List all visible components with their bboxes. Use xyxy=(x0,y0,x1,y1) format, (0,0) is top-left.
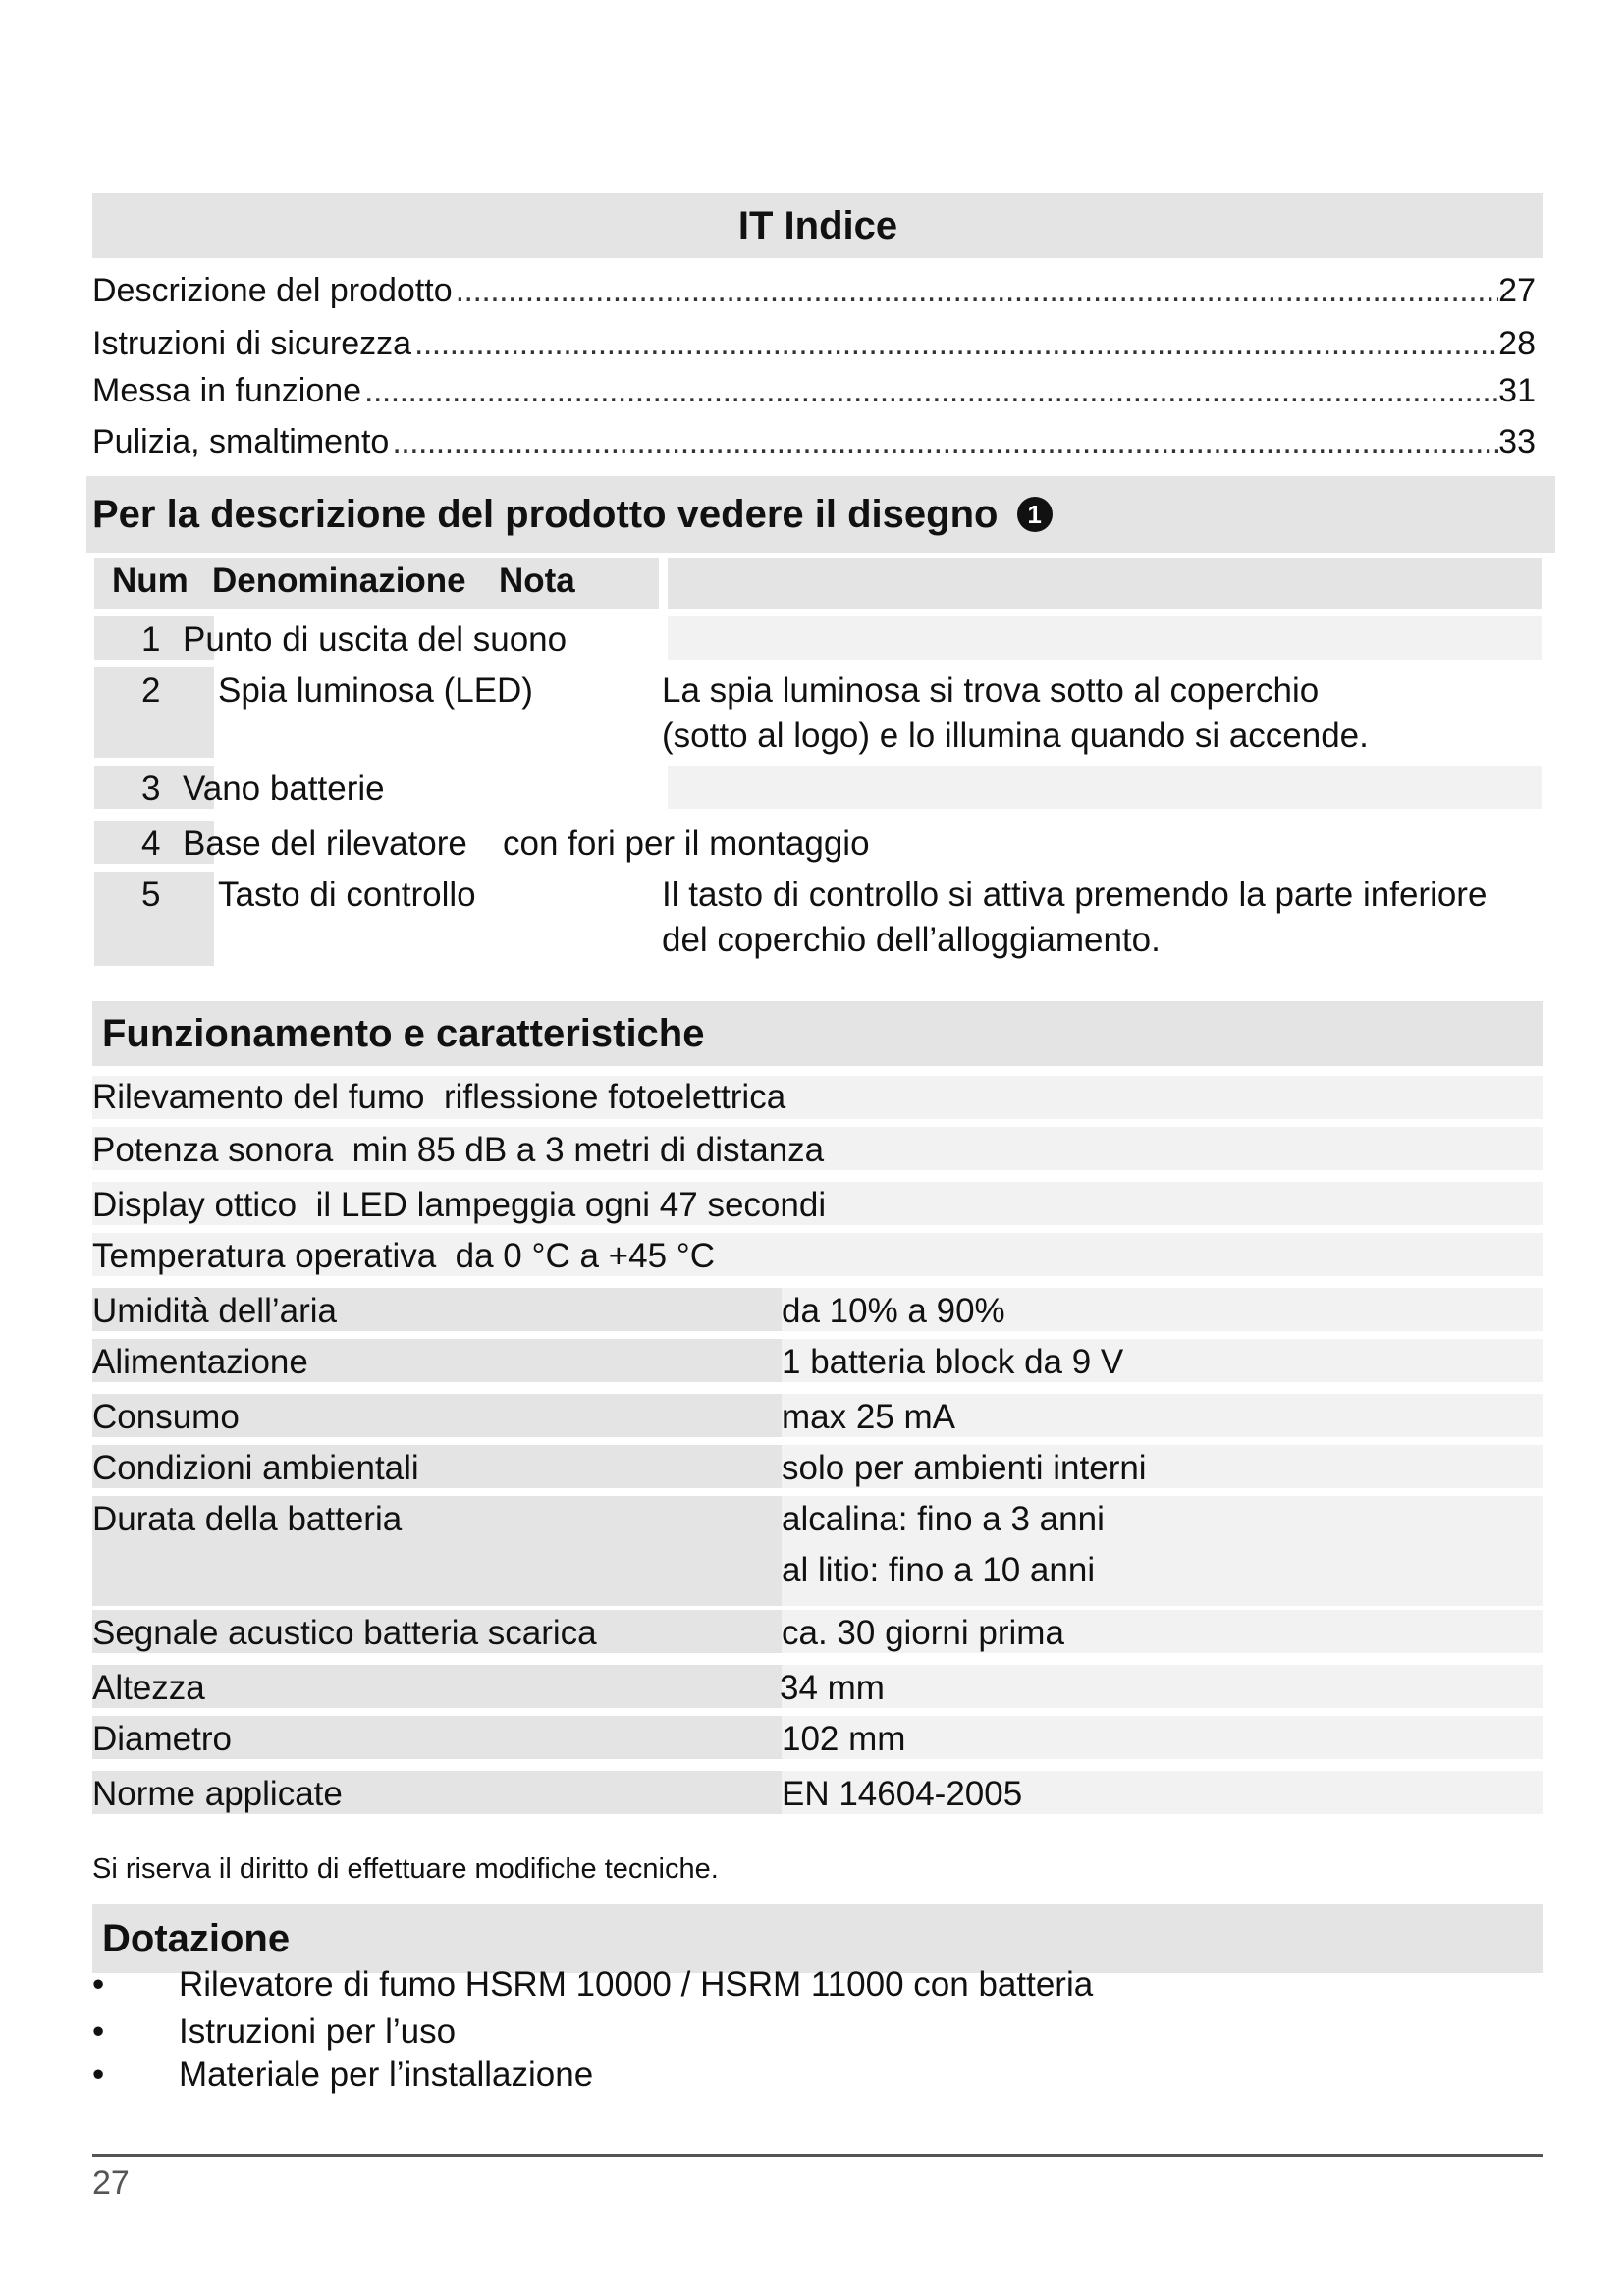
toc-leader xyxy=(389,419,1498,464)
column-header-name: Denominazione xyxy=(212,561,466,600)
feature-value: 102 mm xyxy=(782,1720,906,1758)
feature-label: Rilevamento del fumo xyxy=(92,1078,425,1116)
list-item-text: Rilevatore di fumo HSRM 10000 / HSRM 11000 con batteria xyxy=(179,1965,1094,2003)
feature-label: Display ottico xyxy=(92,1186,298,1224)
product-heading xyxy=(86,476,1555,553)
toc-entry[interactable] xyxy=(92,321,1536,366)
feature-label: Segnale acustico batteria scarica xyxy=(92,1614,597,1652)
toc-entry[interactable] xyxy=(92,268,1536,313)
feature-label: Diametro xyxy=(92,1720,232,1758)
feature-value: solo per ambienti interni xyxy=(782,1449,1147,1487)
toc-leader xyxy=(411,321,1498,366)
row-note-line: (sotto al logo) e lo illumina quando si accende. xyxy=(662,717,1369,755)
feature-label: Norme applicate xyxy=(92,1775,343,1813)
feature-row xyxy=(92,1184,826,1227)
feature-label: Umidità dell’aria xyxy=(92,1292,337,1330)
feature-label: Durata della batteria xyxy=(92,1500,403,1538)
feature-label: Consumo xyxy=(92,1398,240,1436)
toc-leader xyxy=(453,268,1499,313)
list-item-text: Istruzioni per l’uso xyxy=(179,2012,457,2051)
row-num: 2 xyxy=(141,671,161,710)
technical-changes-note: Si riserva il diritto di effettuare modifiche tecniche. xyxy=(92,1853,719,1885)
feature-row xyxy=(92,1129,824,1172)
feature-label: Condizioni ambientali xyxy=(92,1449,419,1487)
bullet-icon: • xyxy=(92,2012,105,2051)
feature-value: max 25 mA xyxy=(782,1398,955,1436)
row-num: 5 xyxy=(141,876,161,914)
feature-value: ca. 30 giorni prima xyxy=(782,1614,1064,1652)
feature-value: da 0 °C a +45 °C xyxy=(455,1237,716,1275)
row-note-line: La spia luminosa si trova sotto al coperchio xyxy=(662,671,1320,710)
toc-entry-page: 27 xyxy=(1498,272,1536,309)
row-name: Spia luminosa (LED) xyxy=(218,671,533,710)
scope-heading: Dotazione xyxy=(92,1904,1543,1973)
row-note-line: con fori per il montaggio xyxy=(503,825,870,863)
product-heading-text: Per la descrizione del prodotto vedere il disegno xyxy=(92,493,999,536)
toc-entry-label: Descrizione del prodotto xyxy=(92,272,453,309)
toc-entry-page: 33 xyxy=(1498,423,1536,460)
feature-row xyxy=(92,1076,785,1119)
toc-entry-page: 31 xyxy=(1498,372,1536,409)
feature-label: Alimentazione xyxy=(92,1343,308,1381)
row-num: 1 xyxy=(141,620,161,659)
page-number: 27 xyxy=(92,2164,130,2202)
column-header-num: Num xyxy=(112,561,189,600)
toc-entry[interactable] xyxy=(92,419,1536,464)
row-note-line: del coperchio dell’alloggiamento. xyxy=(662,921,1161,959)
toc-title: IT Indice xyxy=(92,193,1543,258)
row-name: Tasto di controllo xyxy=(218,876,476,914)
feature-value: min 85 dB a 3 metri di distanza xyxy=(352,1131,825,1169)
feature-value: da 10% a 90% xyxy=(782,1292,1005,1330)
toc-leader xyxy=(361,368,1498,413)
footer-divider xyxy=(92,2154,1543,2157)
feature-value: 1 batteria block da 9 V xyxy=(782,1343,1124,1381)
row-name: Vano batterie xyxy=(183,770,385,808)
feature-row xyxy=(92,1235,715,1278)
row-num: 3 xyxy=(141,770,161,808)
feature-label: Temperatura operativa xyxy=(92,1237,437,1275)
feature-value: riflessione fotoelettrica xyxy=(443,1078,786,1116)
note-cell-bg xyxy=(668,616,1542,660)
toc-entry-label: Messa in funzione xyxy=(92,372,362,409)
column-header-note: Nota xyxy=(499,561,575,600)
drawing-number-badge: 1 xyxy=(1017,497,1053,532)
bullet-icon: • xyxy=(92,2056,105,2094)
row-name: Punto di uscita del suono xyxy=(183,620,568,659)
note-cell-bg xyxy=(668,766,1542,809)
feature-value: 34 mm xyxy=(780,1669,885,1707)
feature-value: al litio: fino a 10 anni xyxy=(782,1551,1096,1589)
feature-value-bg xyxy=(782,1665,1543,1708)
row-note-line: Il tasto di controllo si attiva premendo la parte inferiore xyxy=(662,876,1488,914)
row-name: Base del rilevatore xyxy=(183,825,467,863)
table-header-bg xyxy=(668,558,1542,609)
feature-value: il LED lampeggia ogni 47 secondi xyxy=(315,1186,827,1224)
feature-value: EN 14604-2005 xyxy=(782,1775,1023,1813)
feature-value: alcalina: fino a 3 anni xyxy=(782,1500,1105,1538)
list-item-text: Materiale per l’installazione xyxy=(179,2056,594,2094)
toc-entry-label: Istruzioni di sicurezza xyxy=(92,325,412,362)
toc-entry-label: Pulizia, smaltimento xyxy=(92,423,390,460)
toc-entry-page: 28 xyxy=(1498,325,1536,362)
features-heading: Funzionamento e caratteristiche xyxy=(92,1001,1543,1066)
feature-label: Altezza xyxy=(92,1669,205,1707)
feature-label: Potenza sonora xyxy=(92,1131,334,1169)
toc-entry[interactable] xyxy=(92,368,1536,413)
row-num: 4 xyxy=(141,825,161,863)
bullet-icon: • xyxy=(92,1965,105,2003)
